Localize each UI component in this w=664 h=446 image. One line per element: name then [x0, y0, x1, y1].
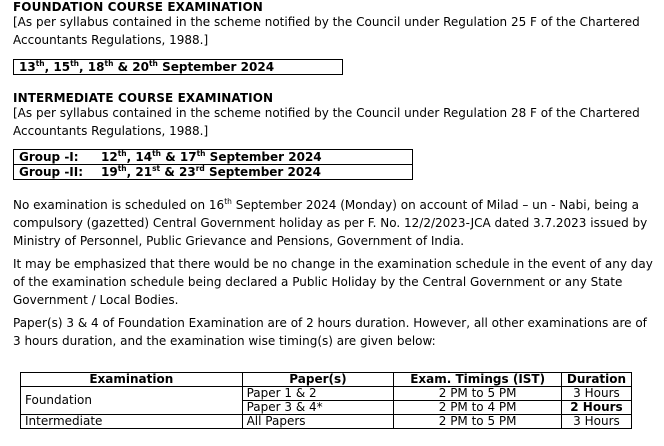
- group-2-dates: Group -II: 19th, 21st & 23rd September 2024: [14, 164, 412, 179]
- duration-cell: 3 Hours: [561, 387, 631, 401]
- intermediate-note: [As per syllabus contained in the scheme notified by the Council under Regulation 28 F of the Chartered Accountants Regulations, 1988.]: [13, 106, 640, 138]
- foundation-note: [As per syllabus contained in the scheme notified by the Council under Regulation 25 F of the Chartered Accountants Regulations, 1988.]: [13, 15, 640, 47]
- column-header: Examination: [21, 373, 243, 387]
- table-row: [21, 415, 632, 429]
- timing-cell: 2 PM to 5 PM: [394, 415, 562, 429]
- duration-paragraph: Paper(s) 3 & 4 of Foundation Examination are of 2 hours duration. However, all other examinations are of 3 hours duration, and the examination wise timing(s) are given below:: [13, 316, 647, 348]
- timing-cell: 2 PM to 4 PM: [394, 401, 562, 415]
- column-header: Duration: [561, 373, 631, 387]
- duration-cell: 2 Hours: [561, 401, 631, 415]
- intermediate-dates-box: [13, 149, 413, 180]
- foundation-heading: FOUNDATION COURSE EXAMINATION: [13, 0, 263, 14]
- table-row: [21, 387, 632, 401]
- timing-cell: 2 PM to 5 PM: [394, 387, 562, 401]
- foundation-dates: 13th, 15th, 18th & 20th September 2024: [19, 59, 275, 74]
- intermediate-heading: INTERMEDIATE COURSE EXAMINATION: [13, 91, 274, 105]
- exam-timing-table: [20, 372, 632, 429]
- table-header-row: [21, 373, 632, 387]
- column-header: Exam. Timings (IST): [394, 373, 562, 387]
- column-header: Paper(s): [242, 373, 394, 387]
- holiday-notice-paragraph: No examination is scheduled on 16th September 2024 (Monday) on account of Milad – un - Nabi, being a compulsory (gazetted) Central Government holiday as per F. No. 12/2/2023-JCA dated 3.7.2023 issued by Ministry of Personnel, Public Grievance and Pensions, Government of India.: [13, 197, 648, 248]
- exam-cell: Foundation: [21, 387, 243, 415]
- foundation-dates-box: [13, 59, 343, 75]
- duration-cell: 3 Hours: [561, 415, 631, 429]
- group-1-dates: Group -I: 12th, 14th & 17th September 2024: [19, 149, 322, 164]
- paper-cell: Paper 1 & 2: [242, 387, 394, 401]
- paper-cell: All Papers: [242, 415, 394, 429]
- paper-cell: Paper 3 & 4*: [242, 401, 394, 415]
- schedule-change-paragraph: It may be emphasized that there would be no change in the examination schedule in the event of any day of the examination schedule being declared a Public Holiday by the Central Government or any State Government / Local Bodies.: [13, 257, 653, 307]
- exam-cell: Intermediate: [21, 415, 243, 429]
